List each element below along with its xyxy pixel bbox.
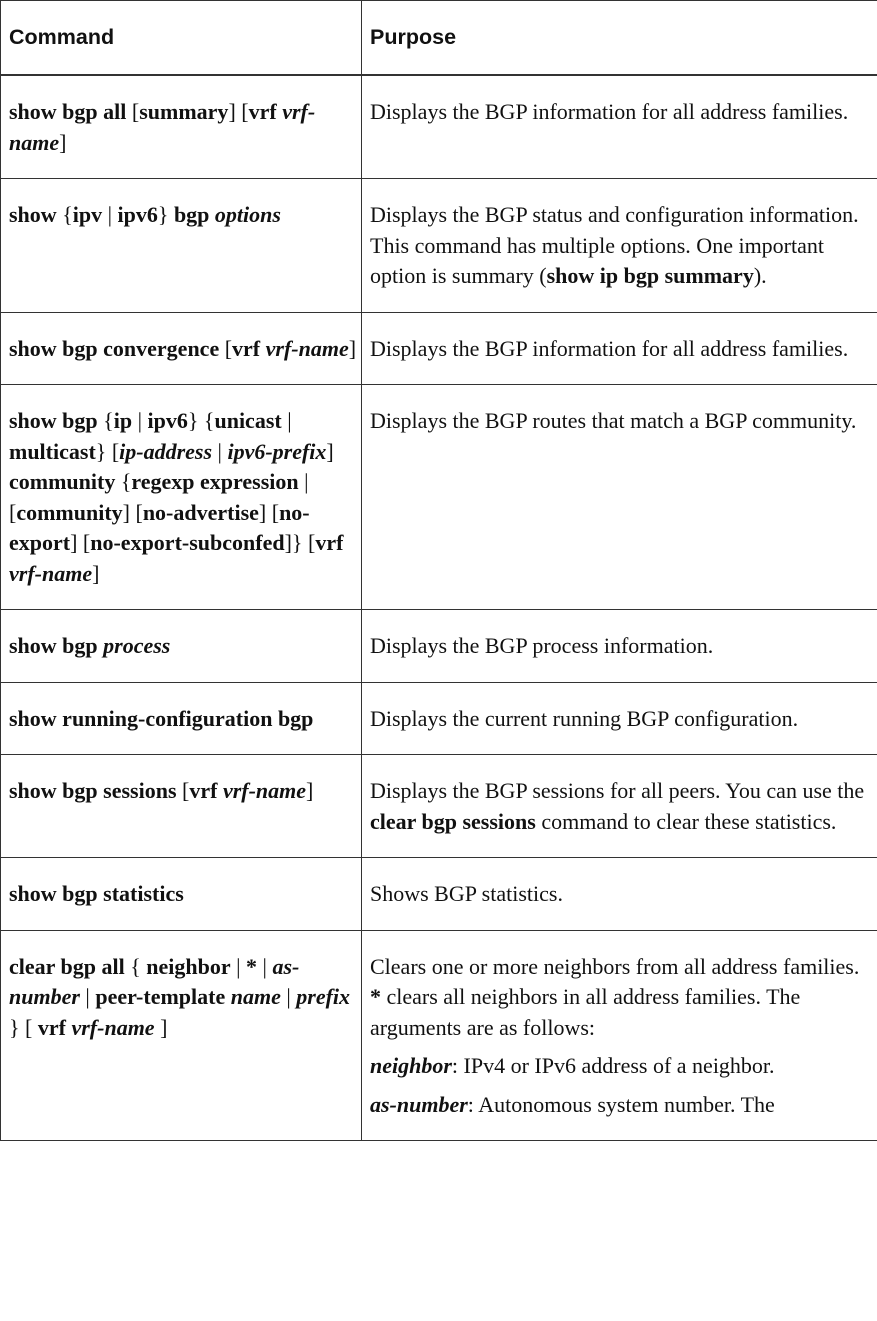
command-cell xyxy=(1,610,362,683)
keyword-text: clear bgp all xyxy=(9,953,125,979)
purpose-paragraph xyxy=(370,97,869,128)
keyword-text: show bgp sessions xyxy=(9,778,177,803)
plain-text: | xyxy=(280,984,297,1009)
plain-text: { xyxy=(97,408,114,433)
keyword-text: vrf xyxy=(315,530,344,555)
table-body xyxy=(1,75,877,1141)
plain-text: ] [ xyxy=(122,499,143,525)
keyword-text: ipv6-prefix xyxy=(227,438,327,464)
plain-text: ] xyxy=(59,129,67,155)
table-row xyxy=(1,385,877,610)
plain-text: ] [ xyxy=(70,530,91,555)
plain-text: : IPv4 or IPv6 address of a neighbor. xyxy=(451,1053,775,1078)
purpose-paragraph xyxy=(370,406,869,437)
plain-text: [ xyxy=(126,99,140,124)
plain-text: | xyxy=(212,438,228,464)
purpose-paragraph xyxy=(370,631,869,662)
plain-text: } [ xyxy=(95,438,120,464)
plain-text: Displays the BGP process information. xyxy=(370,633,714,658)
purpose-cell xyxy=(362,755,877,858)
keyword-text: neighbor xyxy=(146,953,231,979)
plain-text: ] xyxy=(306,778,314,803)
keyword-text: community xyxy=(16,499,123,525)
command-cell xyxy=(1,930,362,1141)
plain-text: Displays the current running BGP configuration. xyxy=(370,705,799,731)
plain-text: } xyxy=(157,202,174,227)
command-cell xyxy=(1,385,362,610)
keyword-text: vrf xyxy=(189,778,218,803)
command-cell xyxy=(1,75,362,179)
keyword-text: show bgp xyxy=(9,408,98,433)
plain-text: ]} [ xyxy=(284,530,316,555)
keyword-text: show bgp xyxy=(9,633,98,658)
purpose-paragraph xyxy=(370,879,869,910)
keyword-text: * xyxy=(246,953,258,979)
keyword-text: ipv6 xyxy=(117,202,158,227)
table-row xyxy=(1,312,877,385)
table-row xyxy=(1,682,877,755)
plain-text: Clears one or more neighbors from all address families. xyxy=(370,953,860,979)
column-header-command: Command xyxy=(1,1,362,76)
keyword-text: ip-address xyxy=(119,438,213,464)
plain-text: Displays the BGP sessions for all peers. You can use the xyxy=(370,778,865,803)
keyword-text: ipv xyxy=(72,202,103,227)
header-row xyxy=(1,1,877,76)
keyword-text: prefix xyxy=(296,984,351,1009)
keyword-text: clear bgp sessions xyxy=(370,808,536,834)
keyword-text: * xyxy=(370,984,381,1009)
plain-text: clears all neighbors in all address families. The arguments are as follows: xyxy=(370,984,801,1040)
keyword-text: show bgp statistics xyxy=(9,881,184,906)
plain-text: ] [ xyxy=(228,99,249,124)
plain-text: { xyxy=(124,953,147,979)
purpose-cell xyxy=(362,930,877,1141)
plain-text: [ xyxy=(219,335,233,361)
plain-text: ] xyxy=(348,335,357,361)
keyword-text: as-number xyxy=(370,1091,468,1117)
plain-text: } [ xyxy=(9,1014,38,1040)
keyword-text: ip xyxy=(113,408,133,433)
plain-text: Displays the BGP information for all address families. xyxy=(370,99,849,124)
purpose-paragraph xyxy=(370,704,869,735)
keyword-text: no-export xyxy=(9,499,310,555)
keyword-text: as-number xyxy=(9,953,300,1009)
plain-text: ] xyxy=(326,438,334,464)
keyword-text: show running-configuration bgp xyxy=(9,705,314,731)
keyword-text: vrf-name xyxy=(9,99,316,155)
keyword-text: neighbor xyxy=(370,1053,452,1078)
purpose-cell xyxy=(362,610,877,683)
table-row xyxy=(1,858,877,931)
plain-text: Displays the BGP information for all address families. xyxy=(370,335,849,361)
plain-text: { xyxy=(115,469,132,494)
command-cell xyxy=(1,755,362,858)
keyword-text: process xyxy=(103,633,171,658)
keyword-text: vrf-name xyxy=(71,1014,155,1040)
plain-text: Displays the BGP status and configuration information. This command has multiple options. One important option is summary ( xyxy=(370,202,859,288)
keyword-text: vrf xyxy=(248,99,277,124)
table-row xyxy=(1,930,877,1141)
table-row xyxy=(1,75,877,179)
purpose-cell xyxy=(362,312,877,385)
purpose-paragraph xyxy=(370,334,869,365)
purpose-paragraph xyxy=(370,776,869,837)
purpose-paragraph xyxy=(370,952,869,1044)
command-cell xyxy=(1,179,362,313)
plain-text: Shows BGP statistics. xyxy=(370,881,563,906)
command-cell xyxy=(1,682,362,755)
plain-text: | [ xyxy=(9,469,309,525)
keyword-text: show xyxy=(9,202,57,227)
plain-text: : Autonomous system number. The xyxy=(467,1091,775,1117)
purpose-paragraph xyxy=(370,1051,869,1082)
plain-text: ] xyxy=(92,560,100,586)
plain-text: | xyxy=(102,202,118,227)
keyword-text: vrf-name xyxy=(265,335,349,361)
plain-text: | xyxy=(230,953,247,979)
purpose-cell xyxy=(362,385,877,610)
keyword-text: show ip bgp summary xyxy=(546,263,754,288)
keyword-text: show bgp all xyxy=(9,99,127,124)
plain-text: } { xyxy=(187,408,215,433)
command-cell xyxy=(1,312,362,385)
keyword-text: options xyxy=(214,202,281,227)
plain-text: ] xyxy=(154,1014,168,1040)
keyword-text: vrf-name xyxy=(222,778,307,803)
plain-text: | xyxy=(132,408,148,433)
plain-text: | xyxy=(281,408,292,433)
keyword-text: community xyxy=(9,469,116,494)
plain-text: ). xyxy=(753,263,767,288)
keyword-text: summary xyxy=(139,99,229,124)
keyword-text: no-export-subconfed xyxy=(90,530,285,555)
keyword-text: bgp xyxy=(173,202,210,227)
keyword-text: vrf xyxy=(37,1014,66,1040)
purpose-cell xyxy=(362,75,877,179)
purpose-paragraph xyxy=(370,1090,869,1121)
keyword-text: vrf-name xyxy=(9,560,93,586)
keyword-text: regexp expression xyxy=(131,469,299,494)
plain-text: | xyxy=(79,984,96,1009)
command-cell xyxy=(1,858,362,931)
keyword-text: ipv6 xyxy=(147,408,188,433)
purpose-cell xyxy=(362,682,877,755)
purpose-cell xyxy=(362,858,877,931)
plain-text: command to clear these statistics. xyxy=(535,808,837,834)
keyword-text: multicast xyxy=(9,438,96,464)
keyword-text: unicast xyxy=(214,408,282,433)
table-row xyxy=(1,610,877,683)
keyword-text: no-advertise xyxy=(142,499,259,525)
plain-text: ] [ xyxy=(258,499,280,525)
keyword-text: vrf xyxy=(232,335,261,361)
keyword-text: name xyxy=(230,984,281,1009)
plain-text: | xyxy=(257,953,273,979)
purpose-paragraph xyxy=(370,200,869,292)
plain-text: { xyxy=(56,202,73,227)
keyword-text: peer-template xyxy=(95,984,226,1009)
column-header-purpose: Purpose xyxy=(362,1,877,76)
plain-text: Displays the BGP routes that match a BGP community. xyxy=(370,408,857,433)
table-row xyxy=(1,755,877,858)
keyword-text: show bgp convergence xyxy=(9,335,220,361)
plain-text: [ xyxy=(176,778,190,803)
purpose-cell xyxy=(362,179,877,313)
table-row xyxy=(1,179,877,313)
